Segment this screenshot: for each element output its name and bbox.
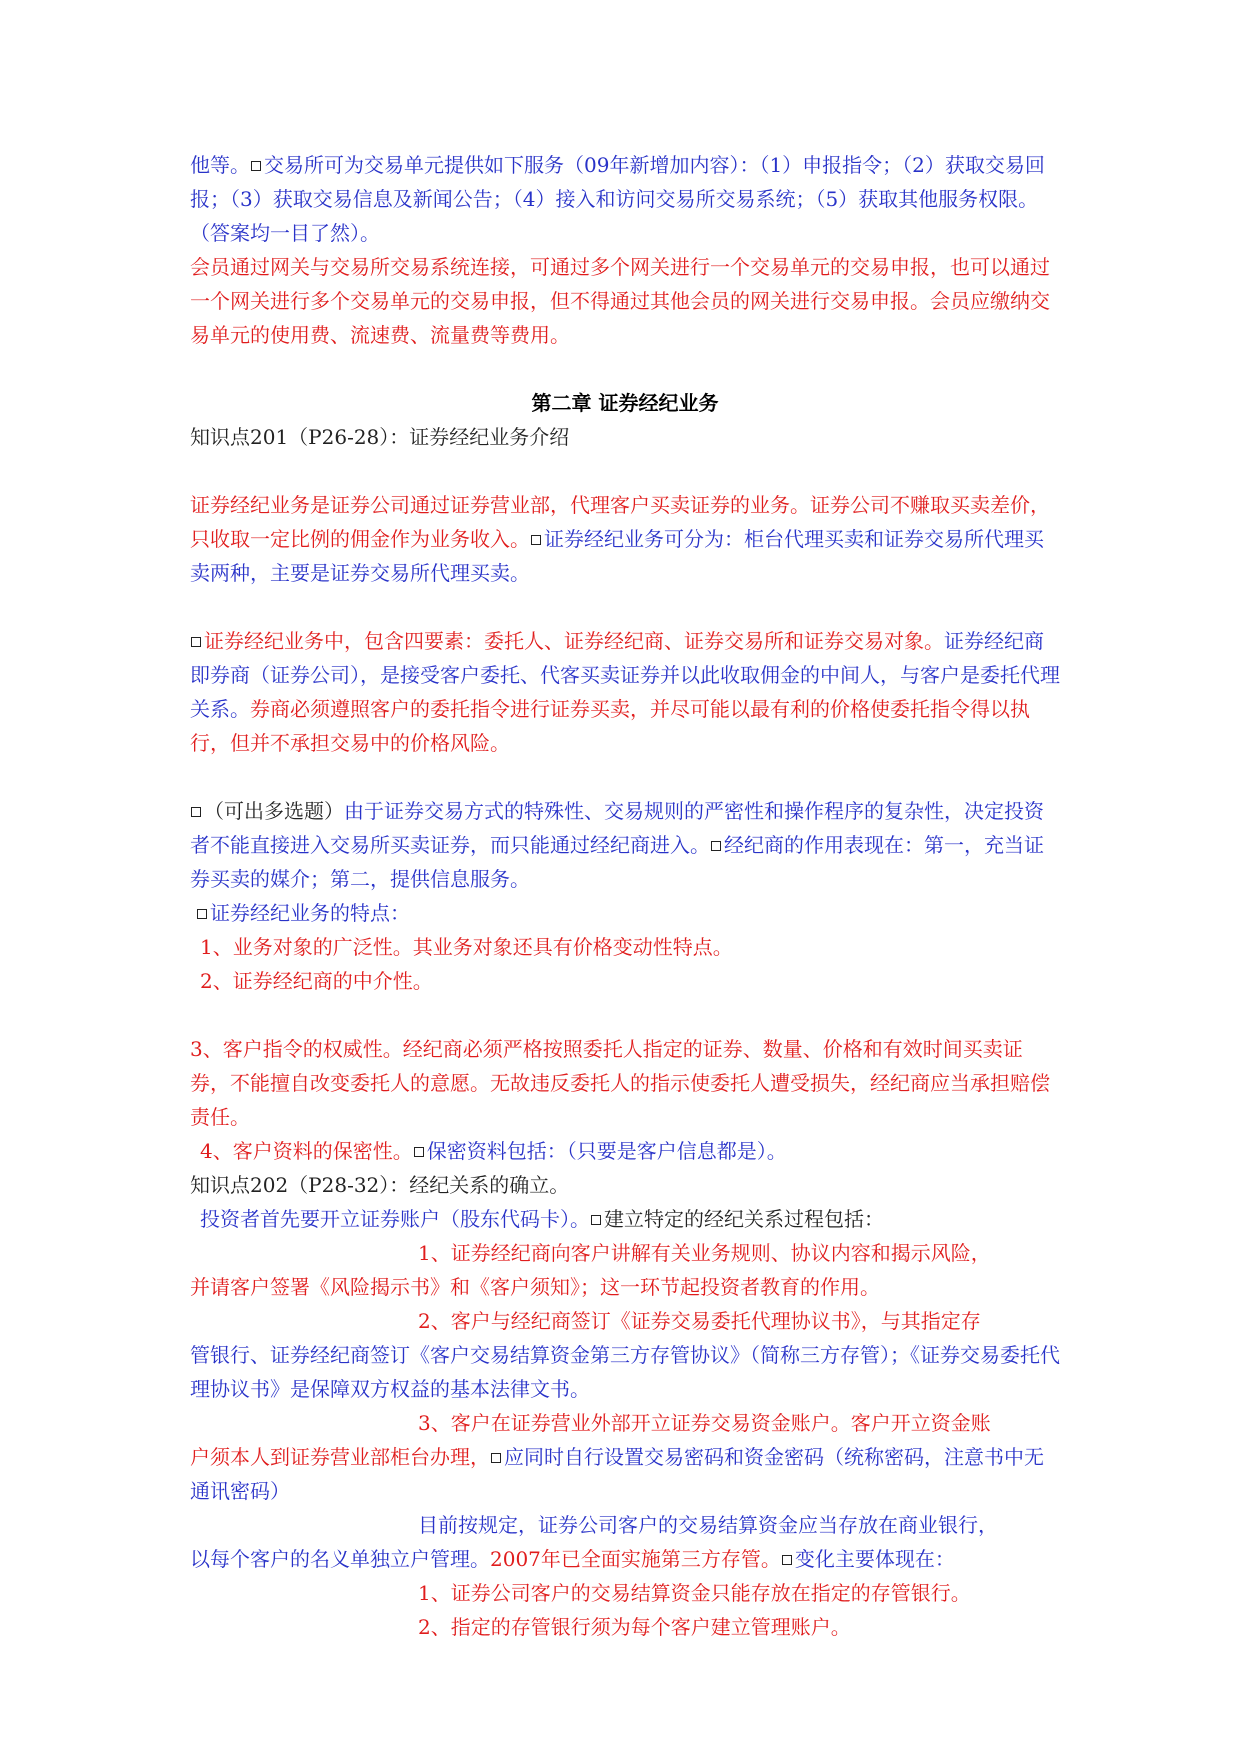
feature-item-4	[190, 1134, 1060, 1168]
text-fragment: 由于证券交易方式的特殊性、交易规则的严密性和操作程序的复杂性，决定投资者不能直接进入交易所买卖证券，而只能通过经纪商进入。	[190, 799, 1044, 857]
document-page	[190, 148, 1060, 1644]
text-fragment: 证券经纪业务的特点：	[210, 901, 410, 925]
feature-item-1: 1、业务对象的广泛性。其业务对象还具有价格变动性特点。	[200, 935, 733, 959]
knowledge-point-201: 知识点201（P26-28）：证券经纪业务介绍	[190, 425, 570, 449]
step-1-line: 1、证券经纪商向客户讲解有关业务规则、协议内容和揭示风险，	[418, 1241, 991, 1265]
checkbox-icon	[591, 1215, 601, 1225]
text-fragment: 4、客户资料的保密性。	[200, 1139, 413, 1163]
paragraph-gateway: 会员通过网关与交易所交易系统连接，可通过多个网关进行一个交易单元的交易申报，也可以通过一个网关进行多个交易单元的交易申报，但不得通过其他会员的网关进行交易申报。会员应缴纳交易单元的使用费、流速费、流量费等费用。	[190, 255, 1050, 347]
checkbox-icon	[191, 807, 201, 817]
feature-item-3	[190, 1032, 1060, 1134]
checkbox-icon	[782, 1555, 792, 1565]
text-fragment: 证券经纪商即券商（证券公司），是接受客户委托、代客买卖证券并以此收取佣金的中间人，与客户是委托代理关系。	[190, 629, 1060, 721]
text-fragment: 应同时自行设置交易密码和资金密码（统称密码，注意书中无通讯密码）	[190, 1445, 1044, 1503]
text-fragment: 投资者首先要开立证券账户（股东代码卡）。	[200, 1207, 590, 1231]
chapter-title: 第二章 证券经纪业务	[531, 391, 719, 415]
text-fragment: 保密资料包括：（只要是客户信息都是）。	[426, 1139, 787, 1163]
step-3-line: 3、客户在证券营业外部开立证券交易资金账户。客户开立资金账	[418, 1411, 991, 1435]
change-item-2: 2、指定的存管银行须为每个客户建立管理账户。	[418, 1615, 851, 1639]
text-fragment: 3、客户指令的权威性。	[190, 1037, 403, 1061]
text-fragment: 证券经纪业务中，包含四要素：委托人、证券经纪商、证券交易所和证券交易对象。	[204, 629, 944, 653]
text-fragment: 户须本人到证券营业部柜台办理，	[190, 1445, 490, 1469]
checkbox-icon	[251, 161, 261, 171]
text-fragment: 以每个客户的名义单独立户管理。	[190, 1547, 490, 1571]
step-1-cont: 并请客户签署《风险揭示书》和《客户须知》；这一环节起投资者教育的作用。	[190, 1275, 880, 1299]
step-2-line: 2、客户与经纪商签订《证券交易委托代理协议书》，与其指定存	[418, 1309, 981, 1333]
text-fragment: 2007年已全面实施第三方存管。	[490, 1547, 781, 1571]
text-fragment: 经纪商必须严格按照委托人指定的证券、数量、价格和有效时间买卖证券，不能擅自改变委托人的意愿。无故违反委托人的指示使委托人遭受损失，经纪商应当承担赔偿责任。	[190, 1037, 1050, 1129]
knowledge-point-202: 知识点202（P28-32）：经纪关系的确立。	[190, 1173, 570, 1197]
text-fragment: 交易所可为交易单元提供如下服务（09年新增加内容）：（1）申报指令；（2）获取交易回报；（3）获取交易信息及新闻公告；（4）接入和访问交易所交易系统；（5）获取其他服务权限。（答案均一目了然）。	[190, 153, 1045, 245]
text-fragment: 他等。	[190, 153, 250, 177]
paragraph-open-account	[190, 1202, 1060, 1236]
checkbox-icon	[711, 841, 721, 851]
text-fragment: 券商必须遵照客户的委托指令进行证券买卖，并尽可能以最有利的价格使委托指令得以执行，但并不承担交易中的价格风险。	[190, 697, 1030, 755]
paragraph-trading-unit-services	[190, 148, 1060, 250]
paragraph-brokerage-intro	[190, 488, 1060, 590]
text-fragment: 建立特定的经纪关系过程包括：	[604, 1207, 884, 1231]
custody-line: 目前按规定，证券公司客户的交易结算资金应当存放在商业银行，	[418, 1513, 998, 1537]
checkbox-icon	[414, 1147, 424, 1157]
checkbox-icon	[491, 1453, 501, 1463]
step-3-cont	[190, 1440, 1060, 1508]
paragraph-broker-role	[190, 794, 1060, 896]
checkbox-icon	[197, 909, 207, 919]
change-item-1: 1、证券公司客户的交易结算资金只能存放在指定的存管银行。	[418, 1581, 971, 1605]
paragraph-features-heading	[190, 896, 1060, 930]
text-fragment: 证券经纪业务是证券公司通过证券营业部，代理客户买卖证券的业务。证券公司不赚取买卖差价，只收取一定比例的佣金作为业务收入。	[190, 493, 1050, 551]
text-fragment: 经纪商的作用表现在：第一，充当证券买卖的媒介；第二，提供信息服务。	[190, 833, 1044, 891]
step-2-cont: 管银行、证券经纪商签订《客户交易结算资金第三方存管协议》（简称三方存管）；《证券交易委托代理协议书》是保障双方权益的基本法律文书。	[190, 1343, 1060, 1401]
feature-item-2: 2、证券经纪商的中介性。	[200, 969, 433, 993]
custody-cont	[190, 1542, 1060, 1576]
checkbox-icon	[191, 637, 201, 647]
text-fragment: 变化主要体现在：	[794, 1547, 955, 1571]
paragraph-four-elements	[190, 624, 1060, 760]
text-fragment: 证券经纪业务可分为：柜台代理买卖和证券交易所代理买卖两种，主要是证券交易所代理买卖。	[190, 527, 1044, 585]
text-fragment: （可出多选题）	[204, 799, 344, 823]
checkbox-icon	[531, 535, 541, 545]
